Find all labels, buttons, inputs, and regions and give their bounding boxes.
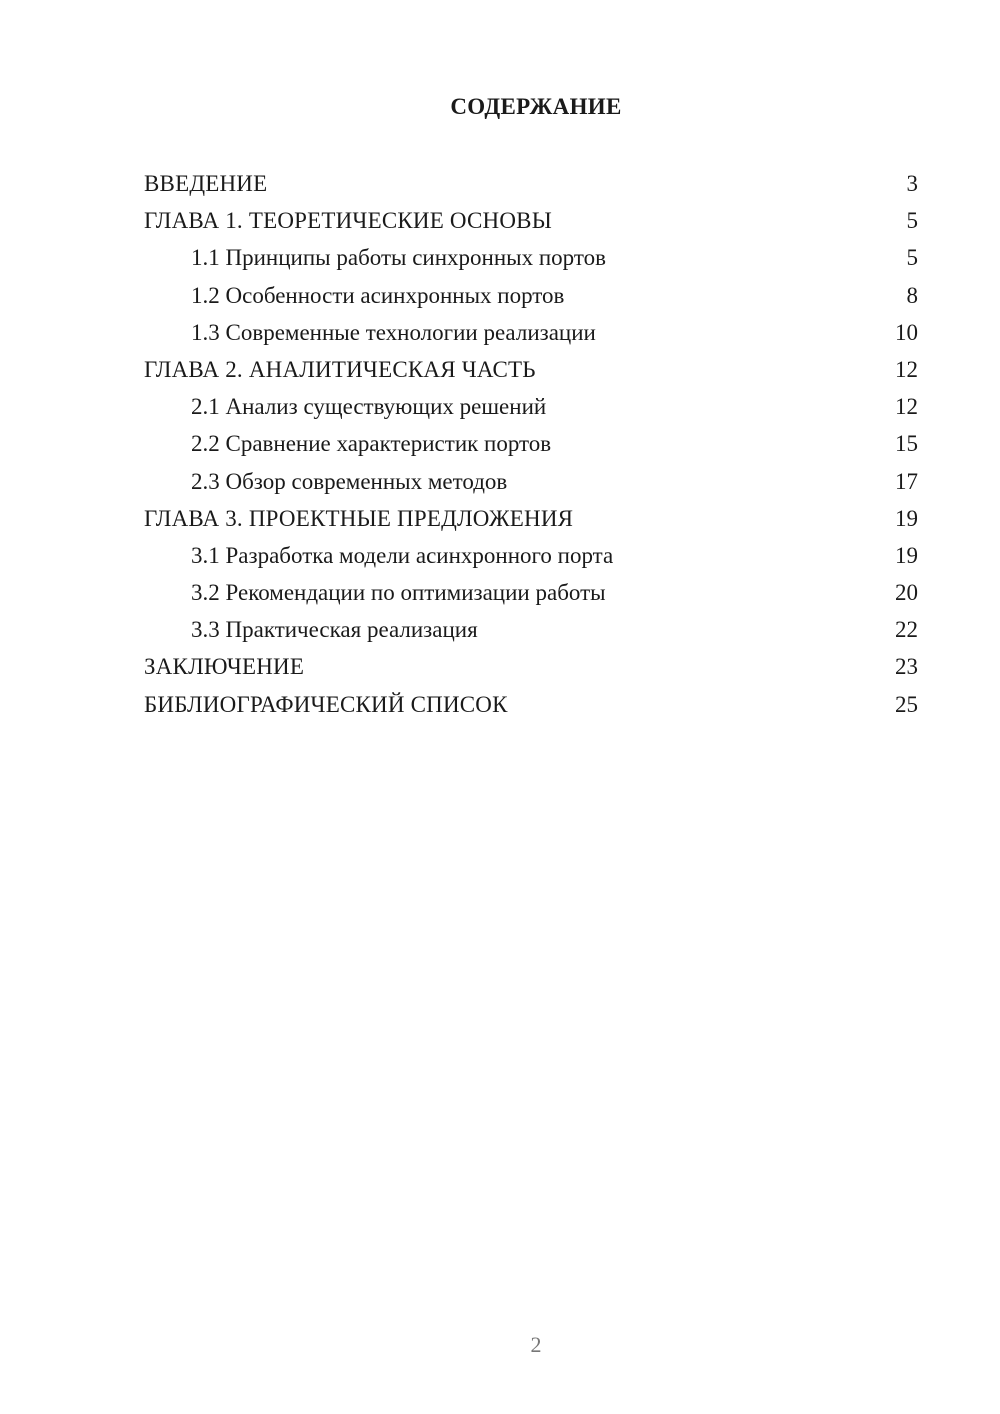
toc-entry-page: 23 xyxy=(895,654,918,680)
toc-entry-page: 17 xyxy=(895,468,918,494)
toc-entry xyxy=(144,463,918,500)
toc-entry xyxy=(144,388,918,425)
toc-entry-page: 19 xyxy=(895,505,918,531)
toc-entry xyxy=(144,277,918,314)
toc-entry-label: БИБЛИОГРАФИЧЕСКИЙ СПИСОК xyxy=(144,691,508,717)
table-of-contents xyxy=(144,165,918,723)
page-title: СОДЕРЖАНИЕ xyxy=(450,94,622,119)
toc-entry-page: 5 xyxy=(906,245,918,271)
toc-entry-label: 2.2 Сравнение характеристик портов xyxy=(191,431,552,457)
toc-entry-page: 3 xyxy=(906,171,918,196)
toc-entry-label: 3.2 Рекомендации по оптимизации работы xyxy=(191,580,606,606)
toc-entry-page: 5 xyxy=(906,208,918,234)
toc-entry xyxy=(144,611,918,648)
toc-entry-label: 1.3 Современные технологии реализации xyxy=(191,319,596,345)
toc-entry-page: 22 xyxy=(895,617,918,643)
toc-entry xyxy=(144,314,918,351)
toc-entry-page: 10 xyxy=(895,319,918,345)
toc-entry xyxy=(144,202,918,239)
page-number: 2 xyxy=(530,1332,542,1357)
toc-entry-label: 3.3 Практическая реализация xyxy=(191,617,478,643)
toc-entry-label: ВВЕДЕНИЕ xyxy=(144,171,268,196)
toc-entry-page: 15 xyxy=(895,431,918,457)
toc-entry-label: 2.3 Обзор современных методов xyxy=(191,468,508,494)
toc-entry xyxy=(144,686,918,723)
toc-entry-page: 12 xyxy=(895,356,918,382)
toc-entry xyxy=(144,500,918,537)
toc-entry-label: 3.1 Разработка модели асинхронного порта xyxy=(191,542,614,568)
toc-entry-label: ГЛАВА 2. АНАЛИТИЧЕСКАЯ ЧАСТЬ xyxy=(144,356,536,382)
toc-entry-label: 1.1 Принципы работы синхронных портов xyxy=(191,245,606,271)
toc-entry-page: 25 xyxy=(895,691,918,717)
toc-entry-label: 2.1 Анализ существующих решений xyxy=(191,394,547,420)
toc-entry-label: 1.2 Особенности асинхронных портов xyxy=(191,282,565,308)
toc-entry xyxy=(144,648,918,685)
toc-entry xyxy=(144,165,918,202)
toc-entry xyxy=(144,351,918,388)
toc-entry-page: 20 xyxy=(895,580,918,606)
toc-entry-label: ЗАКЛЮЧЕНИЕ xyxy=(144,654,305,680)
toc-entry-label: ГЛАВА 3. ПРОЕКТНЫЕ ПРЕДЛОЖЕНИЯ xyxy=(144,505,574,531)
toc-entry xyxy=(144,574,918,611)
toc-entry-page: 19 xyxy=(895,542,918,568)
toc-entry xyxy=(144,239,918,276)
toc-entry xyxy=(144,537,918,574)
toc-entry xyxy=(144,425,918,462)
toc-entry-page: 8 xyxy=(906,282,918,308)
toc-entry-page: 12 xyxy=(895,394,918,420)
toc-entry-label: ГЛАВА 1. ТЕОРЕТИЧЕСКИЕ ОСНОВЫ xyxy=(144,208,552,234)
